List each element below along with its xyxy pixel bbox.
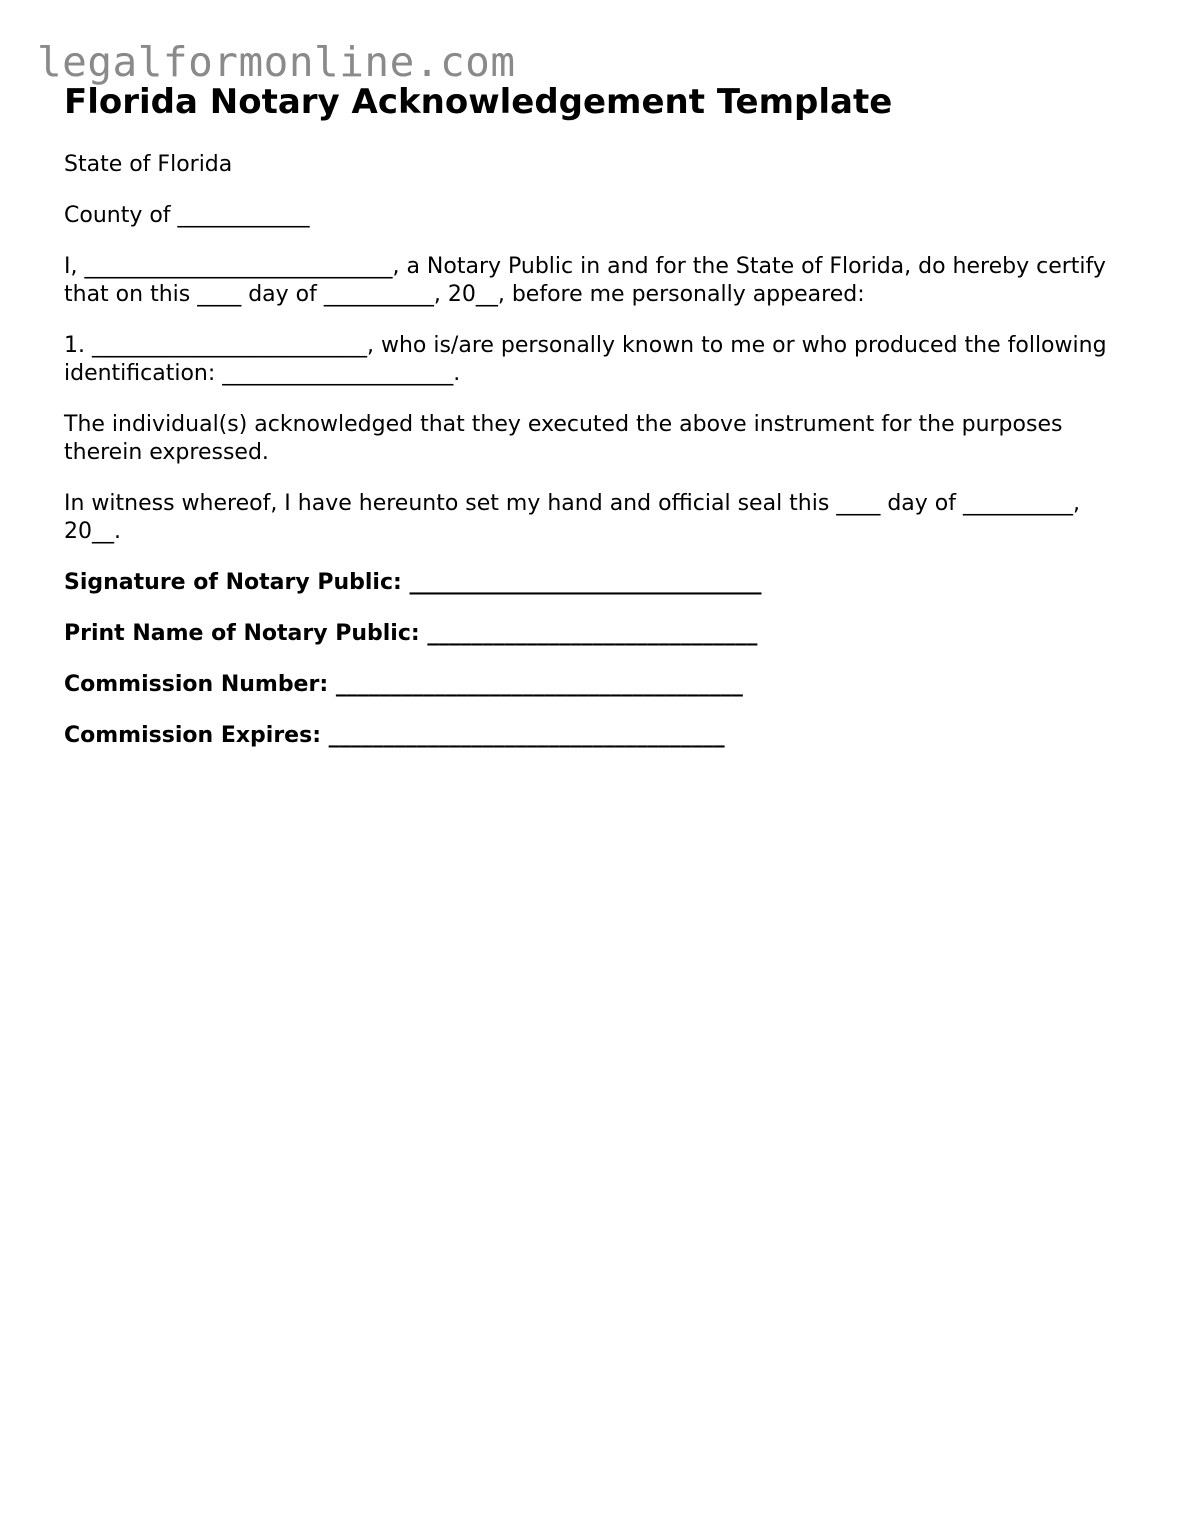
notary-print-name-field <box>64 620 1124 648</box>
commission-number-blank: _____________________________________ <box>335 672 743 697</box>
witness-paragraph: In witness whereof, I have hereunto set my hand and official seal this ____ day of __________, 20__. <box>64 491 1080 544</box>
certify-paragraph: I, ____________________________, a Notary Public in and for the State of Florida, do hereby certify that on this ____ day of __________, 20__, before me personally appeared: <box>64 254 1106 307</box>
commission-number-field <box>64 671 1124 699</box>
county-line: County of ____________ <box>64 203 310 228</box>
watermark: legalformonline.com <box>37 38 516 86</box>
document-page <box>64 80 1124 750</box>
notary-signature-field <box>64 569 1124 597</box>
state-line: State of Florida <box>64 152 233 177</box>
notary-print-name-label: Print Name of Notary Public: <box>64 621 420 646</box>
person-paragraph: 1. _________________________, who is/are personally known to me or who produced the following identification: _____________________. <box>64 333 1107 386</box>
commission-expires-label: Commission Expires: <box>64 723 321 748</box>
commission-expires-blank: ____________________________________ <box>328 723 725 748</box>
notary-signature-label: Signature of Notary Public: <box>64 570 402 595</box>
notary-signature-blank: ________________________________ <box>409 570 762 595</box>
acknowledgement-paragraph: The individual(s) acknowledged that they executed the above instrument for the purposes therein expressed. <box>64 412 1063 465</box>
document-title: Florida Notary Acknowledgement Template <box>64 82 893 122</box>
commission-expires-field <box>64 722 1124 750</box>
notary-print-name-blank: ______________________________ <box>427 621 758 646</box>
commission-number-label: Commission Number: <box>64 672 329 697</box>
